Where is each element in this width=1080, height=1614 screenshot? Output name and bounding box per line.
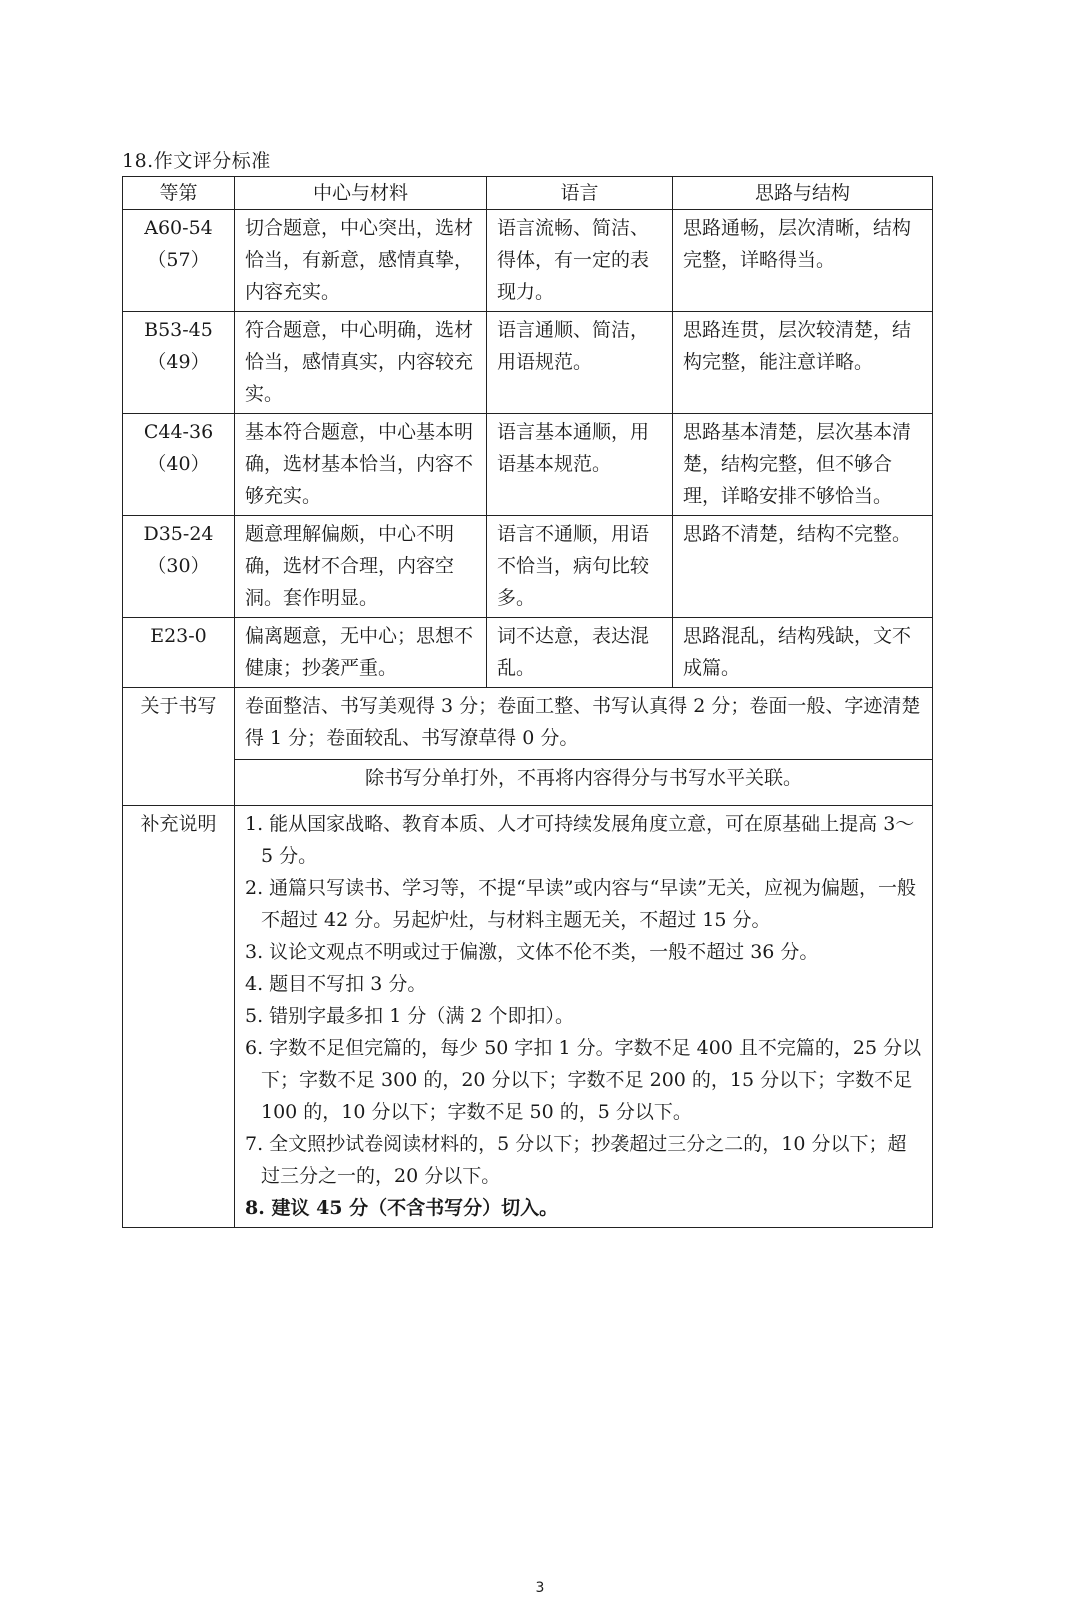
- header-language: 语言: [487, 177, 673, 210]
- grade-row-a: [123, 210, 933, 312]
- writing-row: [123, 688, 933, 760]
- supplement-item: 7. 全文照抄试卷阅读材料的，5 分以下；抄袭超过三分之二的，10 分以下；超过三分之一的，20 分以下。: [245, 1133, 907, 1187]
- writing-rule: 卷面整洁、书写美观得 3 分；卷面工整、书写认真得 2 分；卷面一般、字迹清楚得 1 分；卷面较乱、书写潦草得 0 分。: [235, 688, 933, 760]
- grade-level-cell: [123, 414, 235, 516]
- grade-row-c: [123, 414, 933, 516]
- grade-typical-score: （49）: [147, 351, 210, 373]
- supplement-item: 6. 字数不足但完篇的，每少 50 字扣 1 分。字数不足 400 且不完篇的，25 分以下；字数不足 300 的，20 分以下；字数不足 200 的，15 分以下；字数不足 100 的，10 分以下；字数不足 50 的，5 分以下。: [245, 1037, 922, 1123]
- supplement-item: 3. 议论文观点不明或过于偏激，文体不伦不类，一般不超过 36 分。: [245, 941, 819, 963]
- grade-content-cell: 偏离题意，无中心；思想不健康；抄袭严重。: [235, 618, 487, 688]
- grade-range: A60-54: [144, 217, 213, 239]
- supplement-item-highlight: 8. 建议 45 分（不含书写分）切入。: [245, 1197, 559, 1219]
- grade-language-cell: 语言不通顺，用语不恰当，病句比较多。: [487, 516, 673, 618]
- supplement-label: 补充说明: [123, 806, 235, 1228]
- grade-typical-score: （30）: [147, 555, 210, 577]
- grade-typical-score: （40）: [147, 453, 210, 475]
- supplement-row: [123, 806, 933, 1228]
- header-level: 等第: [123, 177, 235, 210]
- grade-structure-cell: 思路不清楚，结构不完整。: [673, 516, 933, 618]
- grade-range: C44-36: [143, 421, 214, 443]
- grade-level-cell: [123, 312, 235, 414]
- grade-language-cell: 词不达意，表达混乱。: [487, 618, 673, 688]
- grade-range: E23-0: [150, 625, 207, 647]
- writing-note: 除书写分单打外，不再将内容得分与书写水平关联。: [235, 760, 933, 806]
- grade-content-cell: 切合题意，中心突出，选材恰当，有新意，感情真挚，内容充实。: [235, 210, 487, 312]
- grade-language-cell: 语言基本通顺，用语基本规范。: [487, 414, 673, 516]
- grade-content-cell: 基本符合题意，中心基本明确，选材基本恰当，内容不够充实。: [235, 414, 487, 516]
- supplement-item: 5. 错别字最多扣 1 分（满 2 个即扣）。: [245, 1005, 575, 1027]
- grade-structure-cell: 思路连贯，层次较清楚，结构完整，能注意详略。: [673, 312, 933, 414]
- grade-row-e: [123, 618, 933, 688]
- grade-content-cell: 题意理解偏颇，中心不明确，选材不合理，内容空洞。套作明显。: [235, 516, 487, 618]
- grade-level-cell: [123, 618, 235, 688]
- grade-structure-cell: 思路通畅，层次清晰，结构完整，详略得当。: [673, 210, 933, 312]
- table-header-row: [123, 177, 933, 210]
- grade-range: D35-24: [143, 523, 214, 545]
- page-number: 3: [535, 1580, 545, 1596]
- header-content: 中心与材料: [235, 177, 487, 210]
- grade-structure-cell: 思路基本清楚，层次基本清楚，结构完整，但不够合理，详略安排不够恰当。: [673, 414, 933, 516]
- grade-level-cell: [123, 210, 235, 312]
- supplement-item: 2. 通篇只写读书、学习等，不提“早读”或内容与“早读”无关，应视为偏题，一般不超过 42 分。另起炉灶，与材料主题无关，不超过 15 分。: [245, 877, 917, 931]
- grading-table: [122, 176, 933, 1228]
- grade-language-cell: 语言通顺、简洁，用语规范。: [487, 312, 673, 414]
- supplement-notes: [235, 806, 933, 1228]
- grade-typical-score: （57）: [147, 249, 210, 271]
- grade-row-d: [123, 516, 933, 618]
- grade-structure-cell: 思路混乱，结构残缺，文不成篇。: [673, 618, 933, 688]
- grade-content-cell: 符合题意，中心明确，选材恰当，感情真实，内容较充实。: [235, 312, 487, 414]
- writing-note-row: [123, 760, 933, 806]
- writing-label: 关于书写: [123, 688, 235, 806]
- page-title: 18.作文评分标准: [122, 150, 271, 172]
- supplement-item: 1. 能从国家战略、教育本质、人才可持续发展角度立意，可在原基础上提高 3～5 分。: [245, 813, 915, 867]
- grade-language-cell: 语言流畅、简洁、得体，有一定的表现力。: [487, 210, 673, 312]
- grade-level-cell: [123, 516, 235, 618]
- supplement-item: 4. 题目不写扣 3 分。: [245, 973, 427, 995]
- grade-row-b: [123, 312, 933, 414]
- header-structure: 思路与结构: [673, 177, 933, 210]
- grade-range: B53-45: [144, 319, 213, 341]
